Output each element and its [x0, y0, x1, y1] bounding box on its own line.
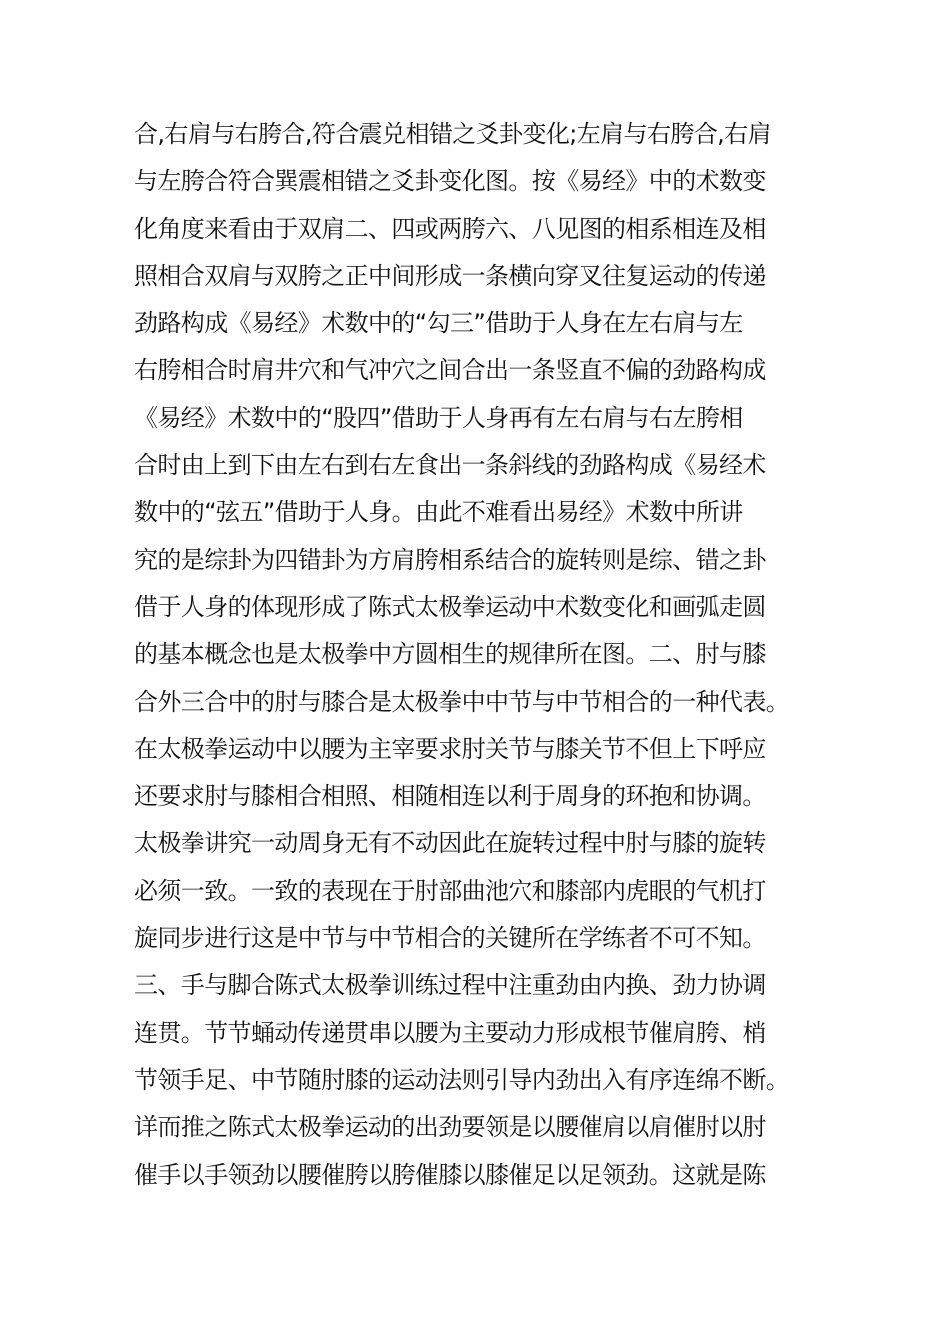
text-line: 劲路构成《易经》术数中的“勾三”借助于人身在左右肩与左: [134, 309, 743, 338]
text-line: 太极拳讲究一动周身无有不动因此在旋转过程中肘与膝的旋转: [134, 829, 766, 858]
text-line: 旋同步进行这是中节与中节相合的关键所在学练者不可不知。: [134, 924, 766, 953]
text-line: 节领手足、中节随肘膝的运动法则引导内劲出入有序连绵不断。: [134, 1065, 790, 1094]
text-line: 必须一致。一致的表现在于肘部曲池穴和膝部内虎眼的气机打: [134, 876, 766, 905]
text-line: 照相合双肩与双胯之正中间形成一条横向穿叉往复运动的传递: [134, 261, 766, 290]
text-line: 详而推之陈式太极拳运动的出劲要领是以腰催肩以肩催肘以肘: [134, 1113, 766, 1142]
text-line: 的基本概念也是太极拳中方圆相生的规律所在图。二、肘与膝: [134, 640, 766, 669]
text-line: 与左胯合符合巽震相错之爻卦变化图。按《易经》中的术数变: [134, 167, 766, 196]
text-line: 合外三合中的肘与膝合是太极拳中中节与中节相合的一种代表。: [134, 687, 790, 716]
text-line: 数中的“弦五”借助于人身。由此不难看出易经》术数中所讲: [134, 498, 743, 527]
text-line: 化角度来看由于双肩二、四或两胯六、八见图的相系相连及相: [134, 214, 766, 243]
text-line: 连贯。节节蛹动传递贯串以腰为主要动力形成根节催肩胯、梢: [134, 1018, 766, 1047]
body-text: [134, 111, 834, 1199]
text-line: 究的是综卦为四错卦为方肩胯相系结合的旋转则是综、错之卦: [134, 545, 766, 574]
text-line: 《易经》术数中的“股四”借助于人身再有左右肩与右左胯相: [134, 403, 743, 432]
text-line: 右胯相合时肩井穴和气冲穴之间合出一条竖直不偏的劲路构成: [134, 356, 766, 385]
text-line: 还要求肘与膝相合相照、相随相连以利于周身的环抱和协调。: [134, 782, 766, 811]
text-line: 合时由上到下由左右到右左食出一条斜线的劲路构成《易经术: [134, 451, 766, 480]
text-line: 合,右肩与右胯合,符合震兑相错之爻卦变化;左肩与右胯合,右肩: [134, 120, 771, 148]
text-line: 在太极拳运动中以腰为主宰要求肘关节与膝关节不但上下呼应: [134, 734, 766, 763]
text-line: 催手以手领劲以腰催胯以胯催膝以膝催足以足领劲。这就是陈: [134, 1160, 766, 1189]
text-line: 借于人身的体现形成了陈式太极拳运动中术数变化和画弧走圆: [134, 592, 766, 621]
text-line: 三、手与脚合陈式太极拳训练过程中注重劲由内换、劲力协调: [134, 971, 766, 1000]
